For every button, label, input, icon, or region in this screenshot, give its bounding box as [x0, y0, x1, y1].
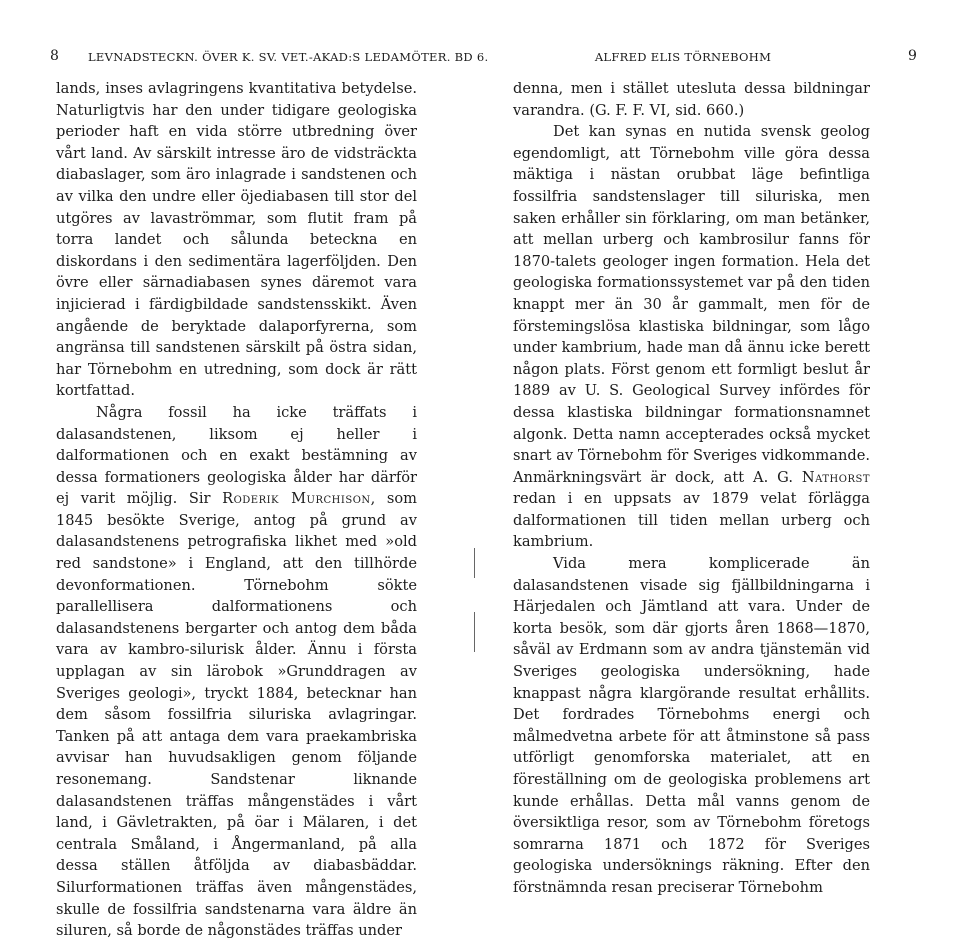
right-page-number: 9: [908, 48, 918, 64]
right-running-header: ALFRED ELIS TÖRNEBOHM: [594, 50, 772, 64]
right-paragraph-2-start: Det kan synas en nutida svensk geolog egendomligt, att Törnebohm ville göra dessa mäktiga i nästan orubbat läge befintliga fossilfria sandstenslager till siluriska, men saken erhåller sin förklaring, om man betänker, att mellan urberg och kambrosilur fanns för 1870-talets geologer ingen formation. Hela det geologiska formationssystemet var på den tiden knappt mer än 30 år gammalt, men för de förstemingslösa klastiska bildningar, som lågo under kambrium, hade man då ännu icke berett någon plats. Först genom ett formligt beslut år 1889 av U. S. Geological Survey infördes för dessa klastiska bildningar formationsnamnet algonk. Detta namn accepterades också mycket snart av Törnebohm för Sveriges vidkommande. Anmärkningsvärt är dock, att A. G.: [513, 123, 870, 486]
person-name-nathorst: Nathorst: [801, 468, 870, 486]
right-paragraph-3: Vida mera komplicerade än dalasandstenen visade sig fjällbildningarna i Härjedalen och Jämtland att vara. Under de korta besök, som där gjorts åren 1868—1870, såväl av Erdmann som av andra tjänstemän vid Sveriges geologiska undersökning, hade knappast några klargörande resultat erhållits. Det fordrades Törnebohms energi och målmedvetna arbete för att åtminstone så pass utförligt genomforska materialet, att en föreställning om de geologiska problemens art kunde erhållas. Detta mål vanns genom de översiktliga resor, som av Törnebohm företogs somrarna 1871 och 1872 för Sveriges geologiska undersöknings räkning. Efter den förstnämnda resan preciserar Törnebohm: [513, 555, 870, 896]
right-paragraph-2-rest: redan i en uppsats av 1879 velat förlägga dalformationen till tiden mellan urberg och kambrium.: [513, 490, 870, 551]
gutter-line: [474, 612, 475, 652]
right-body-text: [513, 78, 870, 899]
left-paragraph-2-rest: , som 1845 besökte Sverige, antog på grund av dalasandstenens petrografiska likhet med »old red sandstone» i England, att den tillhörde devonformationen. Törnebohm sökte parallellisera dalformationens och dalasandstenens bergarter och antog dem båda vara av kambro-silurisk ålder. Ännu i första upplagan av sin lärobok »Grunddragen av Sveriges geologi», tryckt 1884, betecknar han dem såsom fossilfria siluriska avlagringar. Tanken på att antaga dem vara praekambriska avvisar han huvudsakligen genom följande resonemang. Sandstenar liknande dalasandstenen träffas mångenstädes i vårt land, i Gävletrakten, på öar i Mälaren, i det centrala Småland, i Ångermanland, på alla dessa ställen åtföljda av diabasbäddar. Silurformationen träffas även mångenstädes, skulle de fossilfria sandstenarna vara äldre än siluren, så borde de någonstädes träffas under: [56, 490, 417, 940]
right-page: [480, 0, 960, 896]
left-running-header: LEVNADSTECKN. ÖVER K. SV. VET.-AKAD:S LEDAMÖTER. BD 6.: [88, 50, 489, 64]
gutter-line: [474, 548, 475, 578]
left-body-text: [56, 78, 417, 942]
right-paragraph-2: [513, 121, 870, 553]
right-paragraph-1: denna, men i stället utesluta dessa bildningar varandra. (G. F. F. VI, sid. 660.): [513, 80, 870, 119]
left-paragraph-1: lands, inses avlagringens kvantitativa betydelse. Naturligtvis har den under tidigare geologiska perioder haft en vida större utbredning över vårt land. Av särskilt intresse äro de vidsträckta diabaslager, som äro inlagrade i sandstenen och av vilka den undre eller öjediabasen till stor del utgöres av lavaströmmar, som flutit fram på torra landet och sålunda beteckna en diskordans i den sedimentära lagerföljden. Den övre eller särnadiabasen synes däremot vara injicierad i färdigbildade sandstensskikt. Även angående de beryktade dalaporfyrerna, som angränsa till sandstenen särskilt på östra sidan, har Törnebohm en utredning, som dock är rätt kortfattad.: [56, 80, 417, 400]
left-paragraph-2-start: Några fossil ha icke träffats i dalasandstenen, liksom ej heller i dalformationen och en exakt bestämning av dessa formationers geologiska ålder har därför ej varit möjlig. Sir: [56, 403, 417, 508]
person-name-murchison: Roderik Murchison: [222, 490, 371, 508]
left-page-number: 8: [50, 48, 60, 64]
left-paragraph-2: [56, 402, 417, 942]
